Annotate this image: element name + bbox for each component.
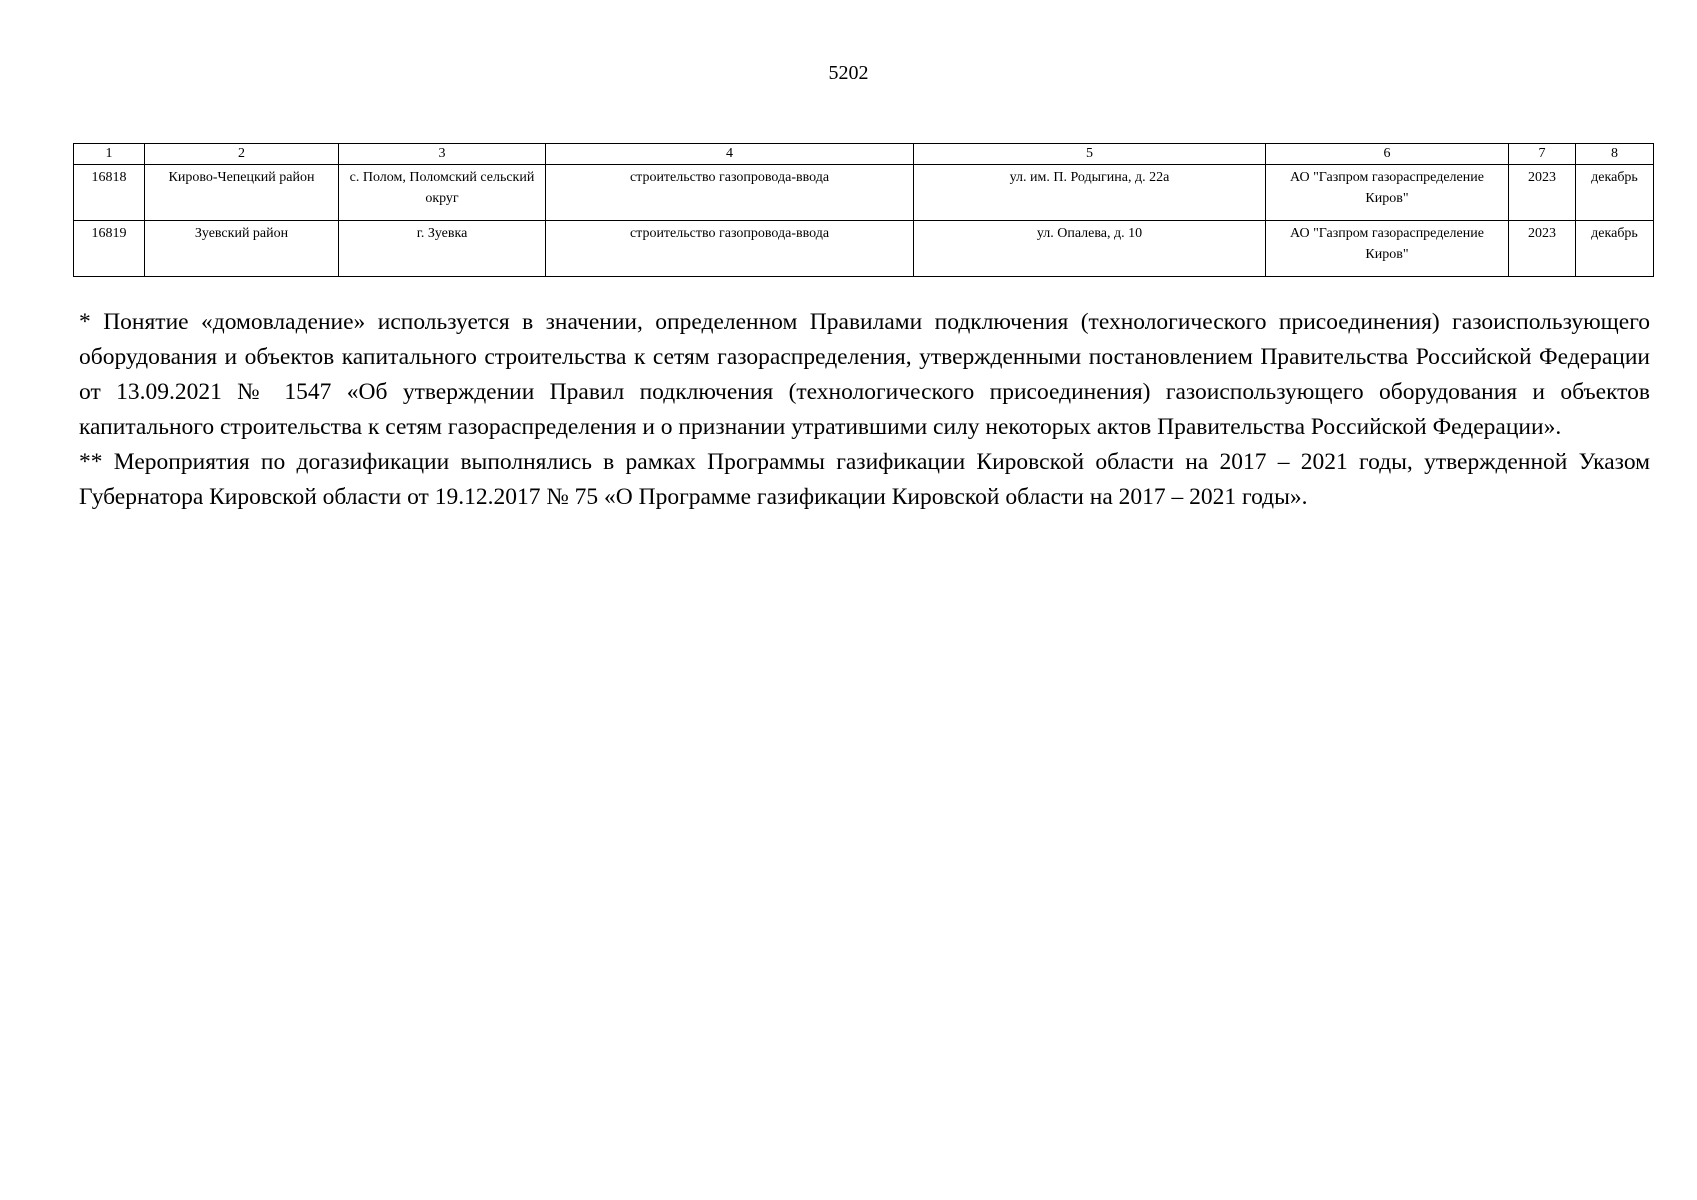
work-type-cell: строительство газопровода-ввода xyxy=(546,221,914,277)
column-header: 4 xyxy=(546,144,914,165)
page-number: 5202 xyxy=(828,62,869,84)
column-header: 5 xyxy=(914,144,1266,165)
column-header: 6 xyxy=(1266,144,1509,165)
column-header: 1 xyxy=(74,144,145,165)
month-cell: декабрь xyxy=(1576,221,1654,277)
table-header-row xyxy=(74,144,1654,165)
district-cell: Зуевский район xyxy=(145,221,339,277)
footnotes xyxy=(79,305,1650,515)
footnote-household: * Понятие «домовладение» используется в значении, определенном Правилами подключения (технологического присоединения) газоиспользующего оборудования и объектов капитального строительства к сетям газораспределения, утвержденными постановлением Правительства Российской Федерации от 13.09.2021 № 1547 «Об утверждении Правил подключения (технологического присоединения) газоиспользующего оборудования и объектов капитального строительства к сетям газораспределения и о признании утратившими силу некоторых актов Правительства Российской Федерации». xyxy=(79,309,1650,440)
month-cell: декабрь xyxy=(1576,165,1654,221)
organization-cell: АО "Газпром газораспределение Киров" xyxy=(1266,165,1509,221)
table-row xyxy=(74,221,1654,277)
organization-cell: АО "Газпром газораспределение Киров" xyxy=(1266,221,1509,277)
table-row xyxy=(74,165,1654,221)
year-cell: 2023 xyxy=(1509,221,1576,277)
settlement-cell: г. Зуевка xyxy=(339,221,546,277)
settlement-cell: с. Полом, Поломский сельский округ xyxy=(339,165,546,221)
address-cell: ул. им. П. Родыгина, д. 22а xyxy=(914,165,1266,221)
gasification-table xyxy=(73,143,1654,277)
column-header: 7 xyxy=(1509,144,1576,165)
year-cell: 2023 xyxy=(1509,165,1576,221)
column-header: 2 xyxy=(145,144,339,165)
row-number-cell: 16818 xyxy=(74,165,145,221)
work-type-cell: строительство газопровода-ввода xyxy=(546,165,914,221)
row-number-cell: 16819 xyxy=(74,221,145,277)
column-header: 8 xyxy=(1576,144,1654,165)
column-header: 3 xyxy=(339,144,546,165)
footnote-program: ** Мероприятия по догазификации выполнялись в рамках Программы газификации Кировской области на 2017 – 2021 годы, утвержденной Указом Губернатора Кировской области от 19.12.2017 № 75 «О Программе газификации Кировской области на 2017 – 2021 годы». xyxy=(79,449,1650,510)
district-cell: Кирово-Чепецкий район xyxy=(145,165,339,221)
address-cell: ул. Опалева, д. 10 xyxy=(914,221,1266,277)
